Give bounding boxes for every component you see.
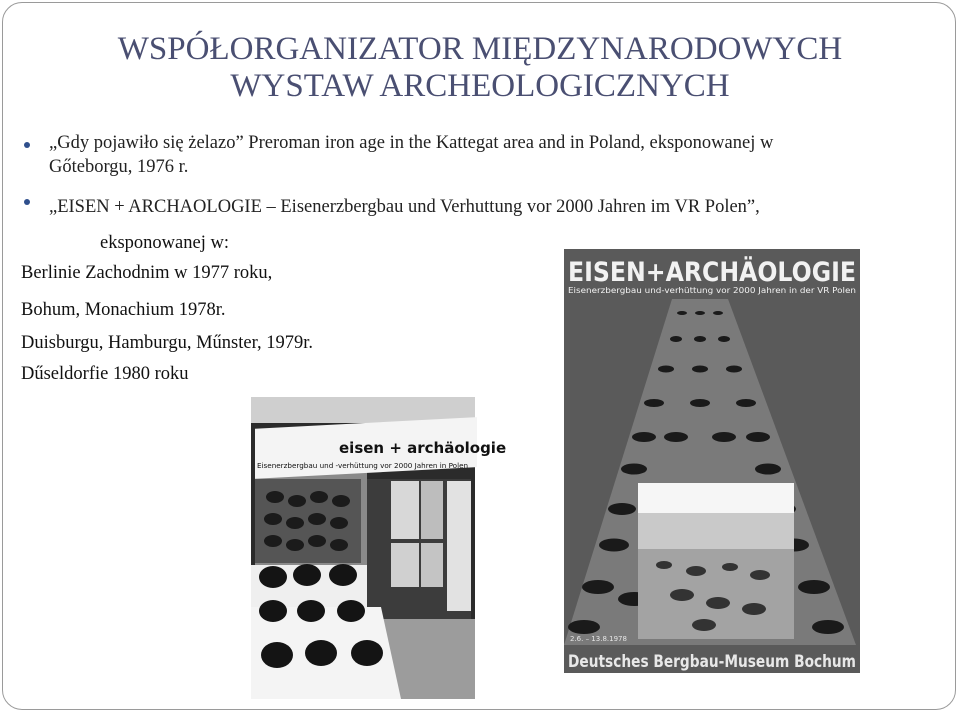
location-line: Dűseldorfie 1980 roku: [21, 364, 189, 384]
bullet-dot-icon: [24, 142, 30, 148]
bullet-item: [49, 131, 949, 179]
location-line: Duisburgu, Hamburgu, Műnster, 1979r.: [21, 333, 313, 353]
sign-title: eisen + archäologie: [339, 439, 507, 457]
exhibition-photo: [251, 397, 507, 699]
poster-dates: 2.6. – 13.8.1978: [570, 635, 627, 643]
slide: [2, 2, 956, 710]
poster-subheadline: Eisenerzbergbau und-verhüttung vor 2000 Jahren in der VR Polen: [568, 286, 856, 295]
bullet-text-line: „Gdy pojawiło się żelazo” Preroman iron age in the Kattegat area and in Poland, eksponowanej w: [49, 133, 774, 153]
poster-footer: Deutsches Bergbau-Museum Bochum: [568, 652, 856, 672]
slide-title: [3, 31, 957, 105]
bullet-dot-icon: [24, 199, 30, 205]
bullet-item: [49, 195, 949, 219]
bullet-text-line: „EISEN + ARCHAOLOGIE – Eisenerzbergbau und Verhuttung vor 2000 Jahren im VR Polen”,: [49, 197, 760, 217]
title-line-2: WYSTAW ARCHEOLOGICZNYCH: [230, 68, 730, 104]
title-line-1: WSPÓŁORGANIZATOR MIĘDZYNARODOWYCH: [117, 31, 843, 67]
location-line: Bohum, Monachium 1978r.: [21, 300, 226, 320]
bullet-text-line: eksponowanej w:: [100, 233, 229, 253]
poster-headline: EISEN+ARCHÄOLOGIE: [568, 257, 898, 288]
exhibition-poster: [564, 249, 898, 673]
sign-subtitle: Eisenerzbergbau und -verhüttung vor 2000 Jahren in Polen: [257, 461, 469, 470]
bullet-text-line: Gőteborgu, 1976 r.: [49, 157, 189, 177]
location-line: Berlinie Zachodnim w 1977 roku,: [21, 263, 273, 283]
